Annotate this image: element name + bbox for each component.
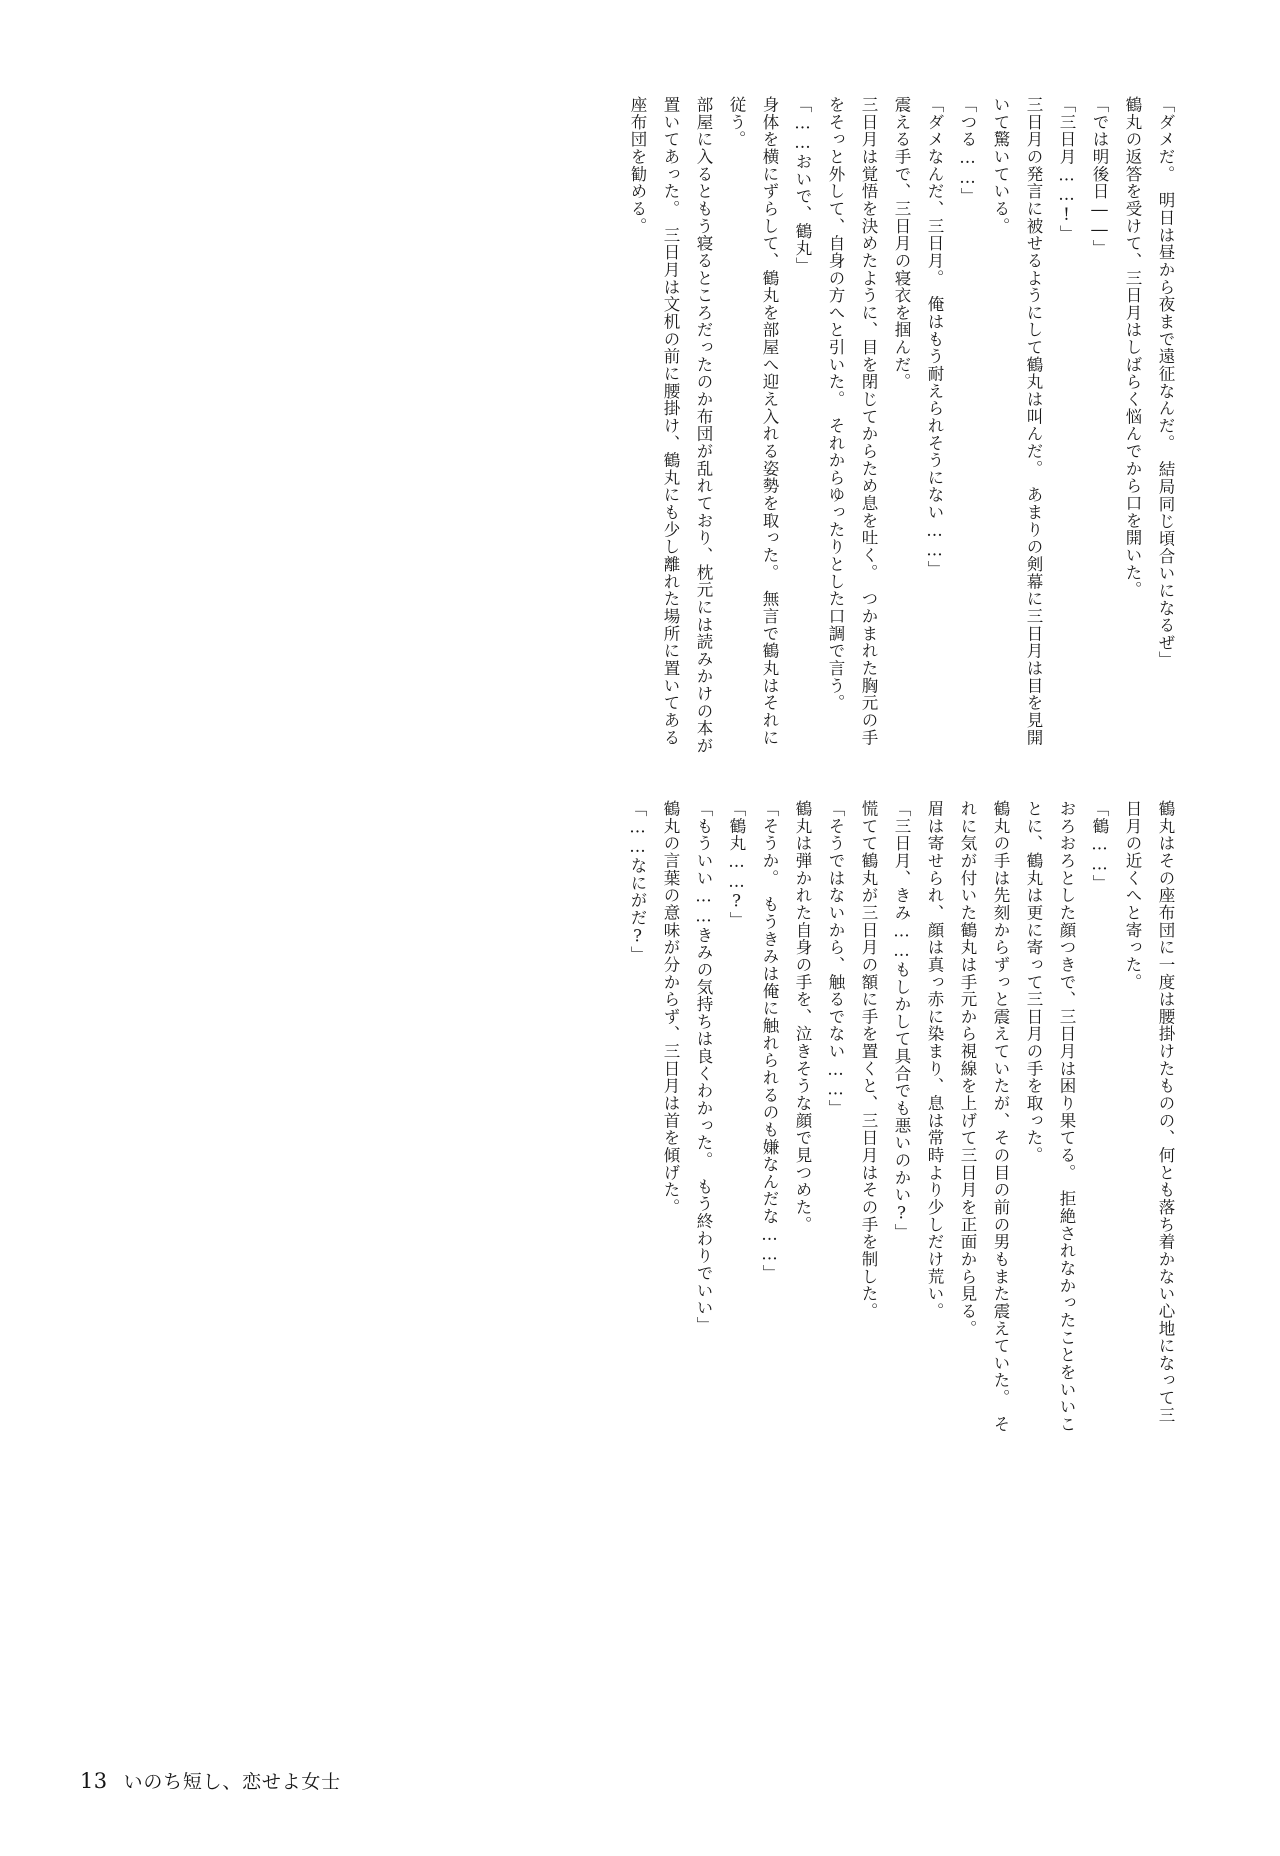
paragraph: 鶴丸の手は先刻からずっと震えていたが、その目の前の男もまた震えていた。 それに気が付いた鶴丸は手元から視線を上げて三日月を正面から見る。 [958,800,1010,1433]
paragraph: 眉は寄せられ、顔は真っ赤に染まり、息は常時より少しだけ荒い。 [925,800,944,1320]
paragraph: 「もういい……きみの気持ちは良くわかった。 もう終わりでいい」 [694,800,713,1334]
page-footer [80,1767,341,1794]
paragraph: 「つる……」 [958,96,977,205]
page-number: 13 [80,1769,108,1793]
paragraph: 三日月は覚悟を決めたように、目を閉じてからため息を吐く。 つかまれた胸元の手をそっと外して、自身の方へと引いた。 それからゆったりとした口調で言う。 [826,96,878,747]
paragraph: 「ダメだ。 明日は昼から夜まで遠征なんだ。 結局同じ頃合いになるぜ」 [1156,96,1175,669]
paragraph: 「……おいで、鶴丸」 [793,96,812,275]
paragraph: 身体を横にずらして、鶴丸を部屋へ迎え入れる姿勢を取った。 無言で鶴丸はそれに従う。 [727,96,779,747]
paragraph: 「そうではないから、触るでない……」 [826,800,845,1117]
paragraph: 「三日月、きみ……もしかして具合でも悪いのかい?」 [892,800,911,1241]
paragraph: おろおろとした顔つきで、三日月は困り果てる。 拒絶されなかったことをいいことに、鶴丸は更に寄って三日月の手を取った。 [1024,800,1076,1433]
paragraph: 鶴丸は弾かれた自身の手を、泣きそうな顔で見つめた。 [793,800,812,1234]
paragraph: 鶴丸の言葉の意味が分からず、三日月は首を傾げた。 [661,800,680,1216]
paragraph: 部屋に入るともう寝るところだったのか布団が乱れており、枕元には読みかけの本が置いてあった。 三日月は文机の前に腰掛け、鶴丸にも少し離れた場所に置いてある座布団を勧める。 [628,96,713,755]
paragraph: 三日月の発言に被せるようにして鶴丸は叫んだ。 あまりの剣幕に三日月は目を見開いて驚いている。 [991,96,1043,747]
paragraph: 「そうか。 もうきみは俺に触れられるのも嫌なんだな……」 [760,800,779,1282]
paragraph: 「では明後日――」 [1090,96,1109,257]
paragraph: 「鶴……」 [1090,800,1109,892]
paragraph: 「三日月……!」 [1057,96,1076,243]
paragraph: 「……なにがだ?」 [628,800,647,964]
paragraph: 鶴丸の返答を受けて、三日月はしばらく悩んでから口を開いた。 [1123,96,1142,599]
paragraph: 「鶴丸……?」 [727,800,746,929]
running-head: いのち短し、恋せよ女士 [123,1771,341,1793]
paragraph: 鶴丸はその座布団に一度は腰掛けたものの、何とも落ち着かない心地になって三日月の近くへと寄った。 [1123,800,1175,1424]
paragraph: 「ダメなんだ、三日月。 俺はもう耐えられそうにない……」 [925,96,944,578]
text-block-upper [382,96,1182,756]
paragraph: 慌てて鶴丸が三日月の額に手を置くと、三日月はその手を制した。 [859,800,878,1320]
paragraph: 震える手で、三日月の寝衣を掴んだ。 [892,96,911,391]
text-block-lower [382,800,1182,1440]
